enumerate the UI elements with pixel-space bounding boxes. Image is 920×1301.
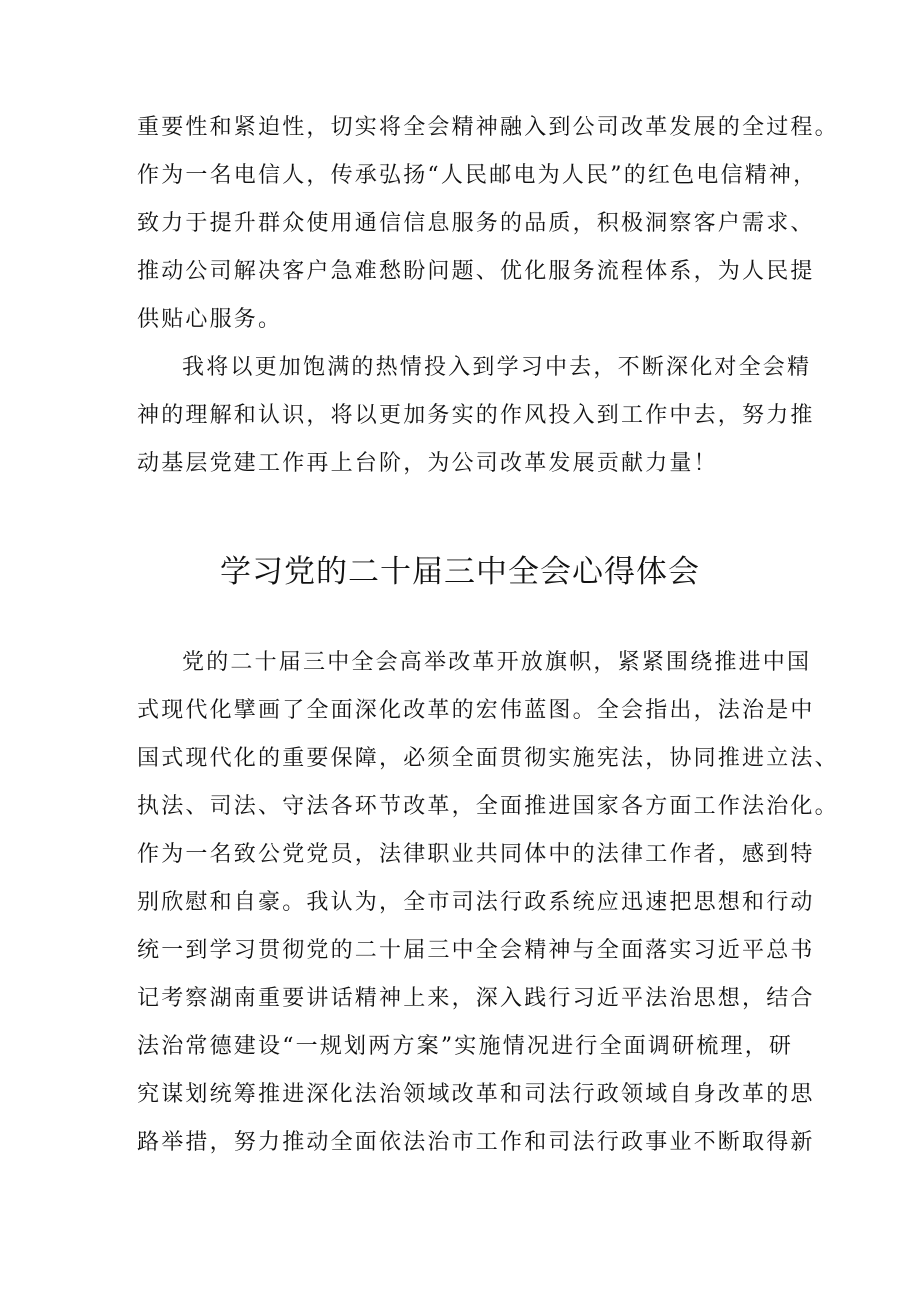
section-title: 学习党的二十届三中全会心得体会 — [220, 554, 700, 590]
paragraph-line: 推动公司解决客户急难愁盼问题、优化服务流程体系，为人民提 — [137, 259, 815, 284]
top-text-section — [137, 104, 839, 488]
paragraph-line: 国式现代化的重要保障，必须全面贯彻实施宪法，协同推进立法、 — [137, 746, 839, 771]
paragraph-line: 作为一名致公党党员，法律职业共同体中的法律工作者，感到特 — [137, 842, 815, 867]
paragraph-line: 别欣慰和自豪。我认为，全市司法行政系统应迅速把思想和行动 — [137, 890, 815, 915]
paragraph-line: 统一到学习贯彻党的二十届三中全会精神与全面落实习近平总书 — [137, 938, 815, 963]
paragraph-line: 执法、司法、守法各环节改革，全面推进国家各方面工作法治化。 — [137, 794, 839, 819]
paragraph-line: 致力于提升群众使用通信信息服务的品质，积极洞察客户需求、 — [137, 211, 815, 236]
paragraph-line: 式现代化擘画了全面深化改革的宏伟蓝图。全会指出，法治是中 — [137, 698, 815, 723]
paragraph-line: 党的二十届三中全会高举改革开放旗帜，紧紧围绕推进中国 — [182, 650, 812, 675]
paragraph-line: 动基层党建工作再上台阶，为公司改革发展贡献力量！ — [137, 451, 718, 476]
paragraph-line: 神的理解和认识，将以更加务实的作风投入到工作中去，努力推 — [137, 403, 815, 428]
paragraph-line: 究谋划统筹推进深化法治领域改革和司法行政领域自身改革的思 — [137, 1082, 815, 1107]
paragraph-line: 我将以更加饱满的热情投入到学习中去，不断深化对全会精 — [182, 355, 812, 380]
paragraph-line: 作为一名电信人，传承弘扬“人民邮电为人民”的红色电信精神， — [137, 163, 818, 188]
bottom-text-section — [137, 639, 839, 1167]
paragraph-line: 重要性和紧迫性，切实将全会精神融入到公司改革发展的全过程。 — [137, 115, 839, 140]
paragraph-line: 法治常德建设“一规划两方案”实施情况进行全面调研梳理，研 — [137, 1034, 794, 1059]
paragraph-line: 路举措，努力推动全面依法治市工作和司法行政事业不断取得新 — [137, 1130, 815, 1155]
paragraph-line: 供贴心服务。 — [137, 307, 283, 332]
paragraph-line: 记考察湖南重要讲话精神上来，深入践行习近平法治思想，结合 — [137, 986, 815, 1011]
